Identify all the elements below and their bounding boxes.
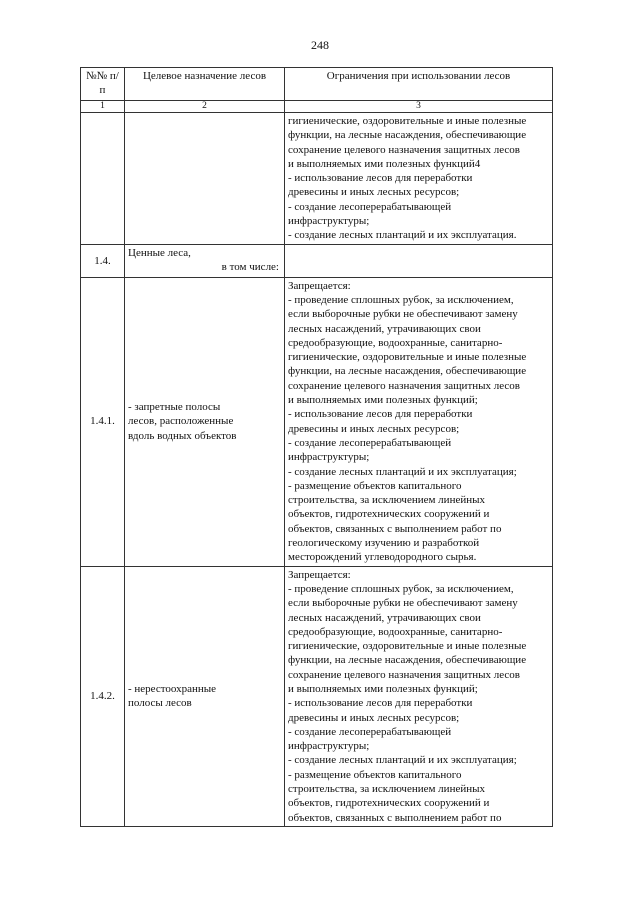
page-number: 248 <box>311 38 329 52</box>
row-restrictions <box>285 566 553 826</box>
table-row <box>81 277 553 566</box>
row-number: 1.4. <box>81 244 125 277</box>
restriction-line: и выполняемых ими полезных функций; <box>288 394 478 407</box>
restriction-line: объектов, связанных с выполнением работ по <box>288 522 502 535</box>
purpose-line: в том числе: <box>221 260 279 273</box>
table-row <box>81 566 553 826</box>
header-num: №№ п/п <box>81 68 125 101</box>
row-purpose <box>125 244 285 277</box>
restriction-line: объектов, связанных с выполнением работ по <box>288 811 502 824</box>
restriction-line: и выполняемых ими полезных функций; <box>288 682 478 695</box>
restriction-line: - создание лесных плантаций и их эксплуатация; <box>288 754 517 767</box>
restriction-line: геологическому изучению и разработкой <box>288 537 480 550</box>
restriction-line: - создание лесоперерабатывающей <box>288 725 452 738</box>
restriction-line: - использование лесов для переработки <box>288 408 473 421</box>
row-restrictions <box>285 113 553 245</box>
restriction-line: лесных насаждений, утрачивающих свои <box>288 322 481 335</box>
restriction-line: Запрещается: <box>288 568 351 581</box>
column-number: 2 <box>125 101 285 113</box>
purpose-line: Ценные леса, <box>128 246 191 259</box>
restriction-line: - использование лесов для переработки <box>288 697 473 710</box>
restriction-line: гигиенические, оздоровительные и иные полезные <box>288 640 527 653</box>
restriction-line: Запрещается: <box>288 279 351 292</box>
restriction-line: функции, на лесные насаждения, обеспечивающие <box>288 129 527 142</box>
restriction-line: древесины и иных лесных ресурсов; <box>288 422 460 435</box>
restriction-line: средообразующие, водоохранные, санитарно- <box>288 336 503 349</box>
restriction-line: древесины и иных лесных ресурсов; <box>288 711 460 724</box>
row-restrictions <box>285 244 553 277</box>
purpose-line: - запретные полосы <box>128 401 221 414</box>
header-purpose: Целевое назначение лесов <box>125 68 285 101</box>
restriction-line: функции, на лесные насаждения, обеспечивающие <box>288 365 527 378</box>
restriction-line: лесных насаждений, утрачивающих свои <box>288 611 481 624</box>
row-restrictions <box>285 277 553 566</box>
restriction-line: месторождений углеводородного сырья. <box>288 551 477 564</box>
row-purpose <box>125 566 285 826</box>
row-number: 1.4.1. <box>81 277 125 566</box>
restriction-line: сохранение целевого назначения защитных лесов <box>288 668 520 681</box>
restriction-line: средообразующие, водоохранные, санитарно- <box>288 625 503 638</box>
purpose-line: полосы лесов <box>128 697 192 710</box>
row-purpose <box>125 277 285 566</box>
restriction-line: сохранение целевого назначения защитных лесов <box>288 143 520 156</box>
table-row <box>81 244 553 277</box>
restriction-line: - размещение объектов капитального <box>288 479 462 492</box>
restriction-line: древесины и иных лесных ресурсов; <box>288 186 460 199</box>
purpose-line: - нерестоохранные <box>128 682 217 695</box>
table-row <box>81 113 553 245</box>
restriction-line: функции, на лесные насаждения, обеспечивающие <box>288 654 527 667</box>
purpose-line: лесов, расположенные <box>128 415 234 428</box>
restriction-line: гигиенические, оздоровительные и иные полезные <box>288 115 527 127</box>
restriction-line: - размещение объектов капитального <box>288 768 462 781</box>
restriction-line: - создание лесоперерабатывающей <box>288 200 452 213</box>
restriction-line: если выборочные рубки не обеспечивают замену <box>288 597 518 610</box>
restriction-line: строительства, за исключением линейных <box>288 494 485 507</box>
header-row <box>81 68 553 101</box>
restrictions-table <box>80 67 553 827</box>
restriction-line: сохранение целевого назначения защитных лесов <box>288 379 520 392</box>
column-number: 3 <box>285 101 553 113</box>
restriction-line: объектов, гидротехнических сооружений и <box>288 797 490 810</box>
restriction-line: - создание лесоперерабатывающей <box>288 436 452 449</box>
restriction-line: инфраструктуры; <box>288 740 370 753</box>
row-purpose <box>125 113 285 245</box>
restriction-line: - использование лесов для переработки <box>288 172 473 185</box>
restriction-line: - проведение сплошных рубок, за исключением, <box>288 582 514 595</box>
restriction-line: объектов, гидротехнических сооружений и <box>288 508 490 521</box>
purpose-line: вдоль водных объектов <box>128 429 237 442</box>
restriction-line: строительства, за исключением линейных <box>288 783 485 796</box>
column-number-row <box>81 101 553 113</box>
restriction-line: - создание лесных плантаций и их эксплуатация. <box>288 229 517 242</box>
restriction-line: - создание лесных плантаций и их эксплуатация; <box>288 465 517 478</box>
restriction-line: - проведение сплошных рубок, за исключением, <box>288 293 514 306</box>
row-number <box>81 113 125 245</box>
column-number: 1 <box>81 101 125 113</box>
restriction-line: если выборочные рубки не обеспечивают замену <box>288 308 518 321</box>
restriction-line: и выполняемых ими полезных функций4 <box>288 157 481 170</box>
restriction-line: гигиенические, оздоровительные и иные полезные <box>288 351 527 364</box>
restriction-line: инфраструктуры; <box>288 451 370 464</box>
restriction-line: инфраструктуры; <box>288 215 370 228</box>
header-restrictions: Ограничения при использовании лесов <box>285 68 553 101</box>
row-number: 1.4.2. <box>81 566 125 826</box>
